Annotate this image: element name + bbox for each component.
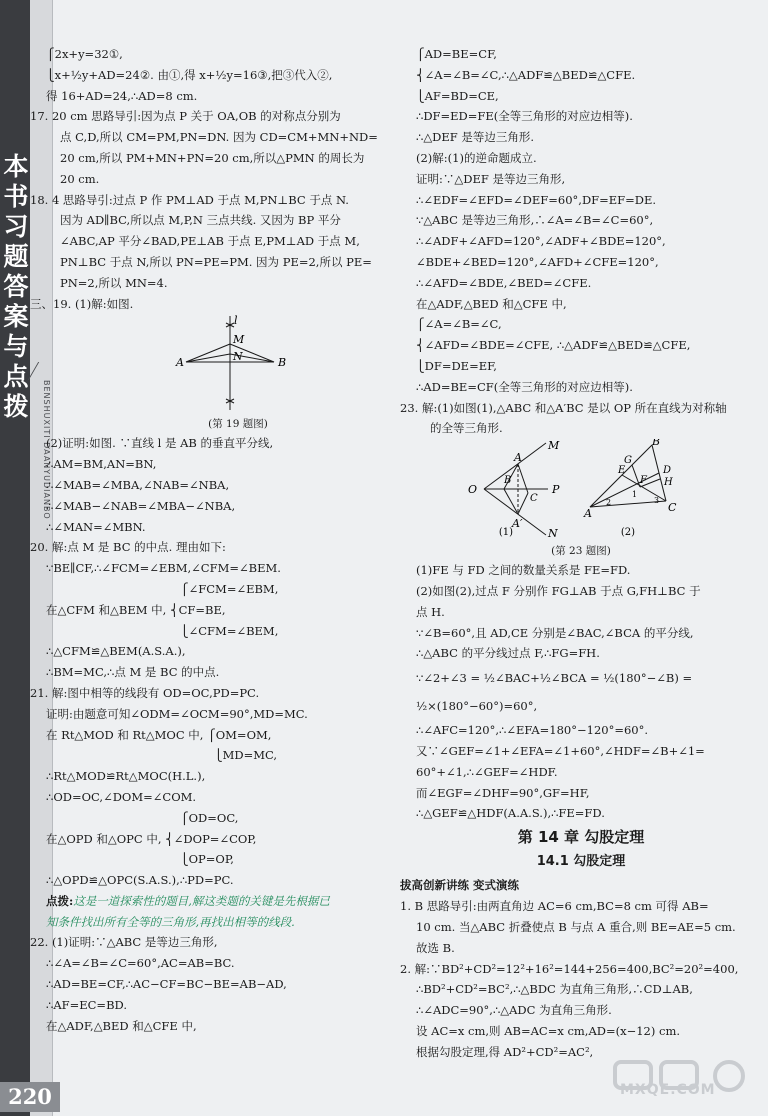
text-line: ⎩OP=OP,	[180, 852, 234, 867]
label-l: l	[234, 314, 238, 328]
text-line: ∴AF=EC=BD.	[46, 997, 127, 1012]
text-line: ∴AD=BE=CF,∴AC−CF=BC−BE=AB−AD,	[46, 977, 287, 992]
tip-label: 点拨:	[46, 893, 74, 908]
tip-line	[30, 891, 386, 912]
label-E: E	[618, 465, 626, 477]
spine-char: 本	[3, 152, 29, 181]
text-line: 因为 AD∥BC,所以点 M,P,N 三点共线. 又因为 BP 平分	[60, 213, 341, 228]
text-line: ⎩∠CFM=∠BEM,	[180, 623, 279, 638]
text-line: 而∠EGF=∠DHF=90°,GF=HF,	[416, 785, 590, 800]
figure-23-1	[468, 439, 560, 539]
practice-heading: 拔高创新讲练 变式演练	[400, 878, 520, 893]
text-line: ⎧OD=OC,	[180, 810, 239, 825]
label-H: H	[664, 477, 673, 489]
page-number: 220	[0, 1082, 60, 1112]
text-line: 三、19. (1)解:如图.	[30, 296, 134, 311]
text-line: ⎧AD=BE=CF,	[416, 47, 497, 61]
angle-label-2: 2	[606, 498, 612, 508]
spine-char: 与	[3, 332, 29, 361]
text-line: ⎧∠FCM=∠EBM,	[180, 581, 279, 596]
spine-char: 拨	[3, 392, 29, 421]
text-line: ½×(180°−60°)=60°,	[416, 699, 538, 714]
label-M: M	[233, 333, 245, 347]
label-F: F	[640, 475, 647, 487]
text-line: 得 16+AD=24,∴AD=8 cm.	[46, 88, 198, 103]
spine-subtitle: BENSHUXITI DAANYUDIANBO	[42, 380, 51, 520]
figure-23-2	[583, 439, 677, 520]
text-line: 设 AC=x cm,则 AB=AC=x cm,AD=(x−12) cm.	[416, 1023, 681, 1038]
text-line: ⎩DF=DE=EF,	[416, 358, 497, 373]
label-D: D	[663, 465, 672, 477]
text-line: ∴AD=BE=CF(全等三角形的对应边相等).	[416, 379, 633, 394]
label-G: G	[624, 455, 632, 467]
text-line: ∴OD=OC,∠DOM=∠COM.	[46, 789, 197, 804]
text-line: (1)FE 与 FD 之间的数量关系是 FE=FD.	[416, 563, 631, 578]
text-line: (2)如图(2),过点 F 分别作 FG⊥AB 于点 G,FH⊥BC 于	[416, 583, 701, 598]
label-C: C	[668, 501, 677, 515]
text-line: 20. 解:点 M 是 BC 的中点. 理由如下:	[30, 540, 226, 555]
text-line: ∴Rt△MOD≌Rt△MOC(H.L.),	[46, 769, 206, 784]
spine-char: 案	[3, 302, 29, 331]
text-line: ∴BD²+CD²=BC²,∴△BDC 为直角三角形,∴CD⊥AB,	[416, 982, 693, 997]
spine-title	[2, 152, 30, 422]
label-A: A	[514, 451, 522, 465]
text-line: 20 cm.	[60, 171, 100, 186]
text-line: 2. 解:∵BD²+CD²=12²+16²=144+256=400,BC²=20²=400,	[400, 961, 739, 976]
figure-23-caption: (第 23 题图)	[551, 545, 611, 558]
right-column	[400, 44, 762, 1062]
text-line: 在△CFM 和△BEM 中, ⎨CF=BE,	[46, 602, 226, 617]
tip-text: 这是一道探索性的题目,解这类题的关键是先根据已	[73, 893, 330, 908]
text-line: ⎩MD=MC,	[214, 748, 278, 763]
text-line: ⎧∠A=∠B=∠C,	[416, 317, 502, 332]
text-line: ∴△DEF 是等边三角形.	[416, 130, 535, 145]
text-line: ∴∠AFD=∠BDE,∠BED=∠CFE.	[416, 275, 592, 290]
text-line: ∵BE∥CF,∴∠FCM=∠EBM,∠CFM=∠BEM.	[46, 561, 281, 576]
text-line: ∠ABC,AP 平分∠BAD,PE⊥AB 于点 E,PM⊥AD 于点 M,	[60, 234, 360, 249]
text-line: ∴∠AFC=120°,∴∠EFA=180°−120°=60°.	[416, 723, 649, 738]
tip-text: 知条件找出所有全等的三角形,再找出相等的线段.	[46, 914, 295, 929]
text-line: 1. B 思路导引:由两直角边 AC=6 cm,BC=8 cm 可得 AB=	[400, 899, 709, 914]
label-A-prime: A′	[512, 517, 523, 531]
text-line: 在△OPD 和△OPC 中, ⎨∠DOP=∠COP,	[46, 831, 257, 846]
figure-23-sub1: (1)	[498, 527, 514, 539]
text-line: ∴△ABC 的平分线过点 F,∴FG=FH.	[416, 646, 600, 661]
label-N: N	[233, 350, 243, 364]
text-line: ⎩x+½y+AD=24②. 由①,得 x+½y=16③,把③代入②,	[46, 67, 333, 82]
figure-23	[400, 439, 762, 539]
text-line: (2)证明:如图. ∵直线 l 是 AB 的垂直平分线,	[46, 436, 274, 451]
text-line: 23. 解:(1)如图(1),△ABC 和△A′BC 是以 OP 所在直线为对称轴	[400, 400, 727, 415]
angle-label-3: 3	[654, 496, 660, 506]
label-B: B	[652, 439, 661, 449]
text-line: ∴∠A=∠B=∠C=60°,AC=AB=BC.	[46, 956, 235, 971]
text-line: (2)解:(1)的逆命题成立.	[416, 150, 537, 165]
text-line: ∠BDE+∠BED=120°,∠AFD+∠CFE=120°,	[416, 254, 659, 269]
segment-AN	[186, 354, 230, 362]
text-line: ∴∠ADC=90°,∴△ADC 为直角三角形.	[416, 1003, 612, 1018]
text-line: ∴∠ADF+∠AFD=120°,∠ADF+∠BDE=120°,	[416, 234, 666, 249]
text-line: ∴△GEF≌△HDF(A.A.S.),∴FE=FD.	[416, 806, 605, 821]
text-line: ∵∠2+∠3 = ½∠BAC+½∠BCA = ½(180°−∠B) =	[416, 671, 693, 686]
segment-AM	[186, 344, 230, 362]
text-line: 证明:由题意可知∠ODM=∠OCM=90°,MD=MC.	[46, 706, 308, 721]
text-line: ⎩AF=BD=CE,	[416, 88, 499, 103]
text-line: ∴DF=ED=FE(全等三角形的对应边相等).	[416, 109, 633, 124]
left-column	[30, 44, 386, 1036]
spine-char: 题	[3, 242, 29, 271]
spine-char: 习	[3, 212, 29, 241]
text-line: 点 H.	[416, 604, 445, 619]
text-line: 20 cm,所以 PM+MN+PN=20 cm,所以△PMN 的周长为	[60, 150, 365, 165]
text-line: 在△ADF,△BED 和△CFE 中,	[416, 296, 567, 311]
text-line: 17. 20 cm 思路导引:因为点 P 关于 OA,OB 的对称点分别为	[30, 109, 341, 124]
text-line: ∴△CFM≌△BEM(A.S.A.),	[46, 644, 186, 659]
label-B: B	[504, 475, 512, 487]
text-line: 又∵∠GEF=∠1+∠EFA=∠1+60°,∠HDF=∠B+∠1=	[416, 743, 705, 758]
text-line: 在 Rt△MOD 和 Rt△MOC 中, ⎧OM=OM,	[46, 727, 272, 742]
text-line: ∴BM=MC,∴点 M 是 BC 的中点.	[46, 665, 220, 680]
text-line: ∴∠MAN=∠MBN.	[46, 519, 146, 534]
watermark-text: MXQE.COM	[620, 1082, 716, 1098]
text-line: ∴∠MAB=∠MBA,∠NAB=∠NBA,	[46, 477, 230, 492]
text-line: 点 C,D,所以 CM=PM,PN=DN. 因为 CD=CM+MN+ND=	[60, 130, 378, 145]
figure-23-sub2: (2)	[620, 527, 636, 539]
label-P: P	[552, 483, 560, 497]
figure-19	[30, 314, 386, 412]
label-A: A	[584, 507, 592, 521]
text-line: PN⊥BC 于点 N,所以 PN=PE=PM. 因为 PE=2,所以 PE=	[60, 254, 372, 269]
text-line: 故选 B.	[416, 940, 455, 955]
text-line: ⎨∠AFD=∠BDE=∠CFE, ∴△ADF≌△BED≌△CFE,	[416, 338, 691, 353]
spine-char: 答	[3, 272, 29, 301]
text-line: ∴△OPD≌△OPC(S.A.S.),∴PD=PC.	[46, 873, 234, 888]
label-A: A	[176, 356, 184, 370]
text-line: ⎨∠A=∠B=∠C,∴△ADF≌△BED≌△CFE.	[416, 67, 636, 82]
text-line: ∴AM=BM,AN=BN,	[46, 457, 157, 472]
text-line: ∴∠MAB−∠NAB=∠MBA−∠NBA,	[46, 498, 236, 513]
label-M: M	[548, 439, 560, 453]
ray-OM	[484, 443, 546, 489]
angle-label-1: 1	[632, 490, 638, 500]
chapter-heading: 第 14 章 勾股定理	[517, 828, 645, 847]
spine-char: 点	[3, 362, 29, 391]
segment-A2B	[504, 489, 518, 514]
text-line: ⎧2x+y=32①,	[46, 47, 123, 61]
text-line: 21. 解:图中相等的线段有 OD=OC,PD=PC.	[30, 685, 260, 700]
text-line: 18. 4 思路导引:过点 P 作 PM⊥AD 于点 M,PN⊥BC 于点 N.	[30, 192, 349, 207]
text-line: 60°+∠1,∴∠GEF=∠HDF.	[416, 764, 558, 779]
text-line: PN=2,所以 MN=4.	[60, 275, 168, 290]
text-line: 证明:∵△DEF 是等边三角形,	[416, 171, 566, 186]
text-line: ∴∠EDF=∠EFD=∠DEF=60°,DF=EF=DE.	[416, 192, 657, 207]
text-line: 10 cm. 当△ABC 折叠使点 B 与点 A 重合,则 BE=AE=5 cm.	[416, 919, 736, 934]
section-heading: 14.1 勾股定理	[536, 854, 626, 870]
label-B: B	[278, 356, 287, 370]
text-line: ∵∠B=60°,且 AD,CE 分别是∠BAC,∠BCA 的平分线,	[416, 625, 694, 640]
text-line: ∵△ABC 是等边三角形,∴∠A=∠B=∠C=60°,	[416, 213, 654, 228]
label-N: N	[548, 527, 558, 540]
label-C: C	[530, 493, 538, 505]
figure-19-caption: (第 19 题图)	[208, 418, 268, 431]
label-O: O	[468, 483, 478, 497]
spine-char: 书	[3, 182, 29, 211]
text-line: 的全等三角形.	[430, 421, 503, 436]
text-line: 22. (1)证明:∵△ABC 是等边三角形,	[30, 935, 218, 950]
text-line: 根据勾股定理,得 AD²+CD²=AC²,	[416, 1044, 594, 1059]
text-line: 在△ADF,△BED 和△CFE 中,	[46, 1018, 197, 1033]
segment-A2C	[518, 493, 528, 514]
